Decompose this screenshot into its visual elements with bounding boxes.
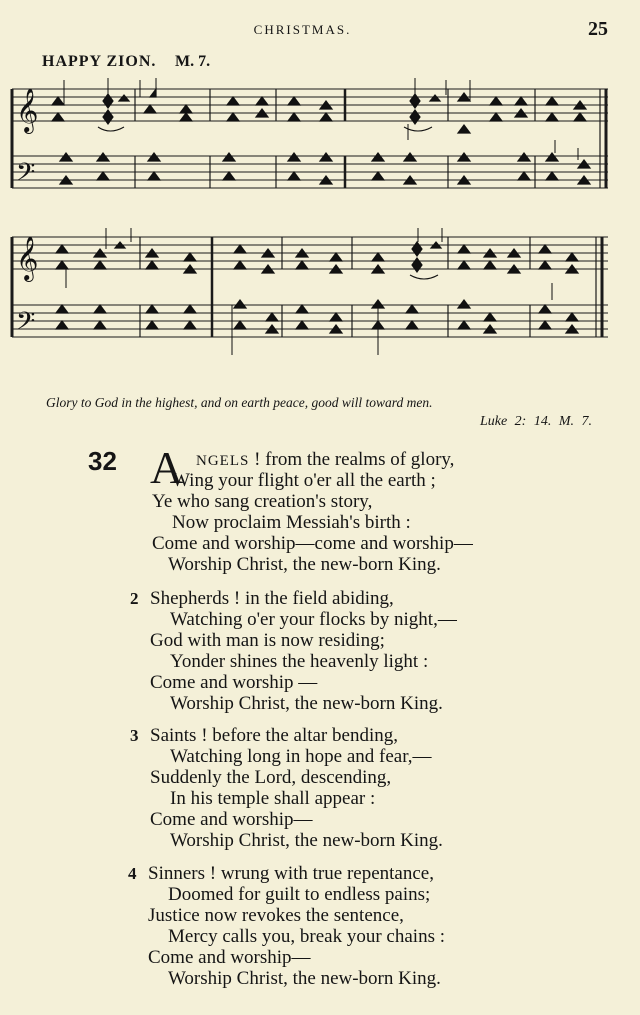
verse-line: Justice now revokes the sentence, <box>148 905 404 926</box>
hymn-number: 32 <box>88 446 117 476</box>
verse-line: Wing your flight o'er all the earth ; <box>172 470 436 491</box>
scripture-quote: Glory to God in the highest, and on earth peace, good will toward men. <box>46 395 433 410</box>
tune-name: HAPPY ZION. <box>42 53 157 70</box>
first-word-small-caps: NGELS <box>196 453 250 469</box>
verse-line: Yonder shines the heavenly light : <box>170 651 429 672</box>
bass-clef-icon: 𝄢 <box>16 307 36 342</box>
bass-clef-icon: 𝄢 <box>16 158 36 193</box>
verse-line: Sinners ! wrung with true repentance, <box>148 863 434 884</box>
running-title: CHRISTMAS. <box>253 22 352 37</box>
scripture-reference: Luke 2: 14. M. 7. <box>479 414 592 429</box>
stanza-number: 2 <box>130 589 139 608</box>
verse-line: Doomed for guilt to endless pains; <box>168 884 431 905</box>
page-header <box>0 18 640 44</box>
treble-clef-icon: 𝄞 <box>16 88 39 132</box>
music-score <box>0 75 640 365</box>
stanza-number: 3 <box>130 726 139 745</box>
verse-line <box>196 449 454 472</box>
stanza-number: 4 <box>128 864 137 883</box>
verse-line: Watching o'er your flocks by night,— <box>170 609 457 630</box>
drop-cap: A <box>150 442 184 493</box>
clefs <box>16 88 38 342</box>
verse-line: Worship Christ, the new-born King. <box>168 968 441 989</box>
verse-line: God with man is now residing; <box>150 630 385 651</box>
verse-line: Come and worship—come and worship— <box>152 533 473 554</box>
verse-line: Saints ! before the altar bending, <box>150 725 398 746</box>
verse-line-text: ! from the realms of glory, <box>254 449 455 470</box>
verse-line: Worship Christ, the new-born King. <box>170 830 443 851</box>
verse-line: Now proclaim Messiah's birth : <box>172 512 411 533</box>
page-number: 25 <box>588 18 608 40</box>
verse-line: Come and worship— <box>150 809 313 830</box>
verse-line: Come and worship — <box>150 672 318 693</box>
verse-line: Ye who sang creation's story, <box>152 491 373 512</box>
verse-line: Mercy calls you, break your chains : <box>168 926 445 947</box>
verse-line: In his temple shall appear : <box>170 788 376 809</box>
verse-line: Shepherds ! in the field abiding, <box>150 588 394 609</box>
verse-line: Come and worship— <box>148 947 311 968</box>
treble-clef-icon: 𝄞 <box>16 236 39 280</box>
tune-meter: M. 7. <box>175 53 211 70</box>
verse-line: Suddenly the Lord, descending, <box>150 767 392 788</box>
verse-line: Watching long in hope and fear,— <box>170 746 432 767</box>
verse-line: Worship Christ, the new-born King. <box>168 554 441 575</box>
verse-line: Worship Christ, the new-born King. <box>170 693 443 714</box>
